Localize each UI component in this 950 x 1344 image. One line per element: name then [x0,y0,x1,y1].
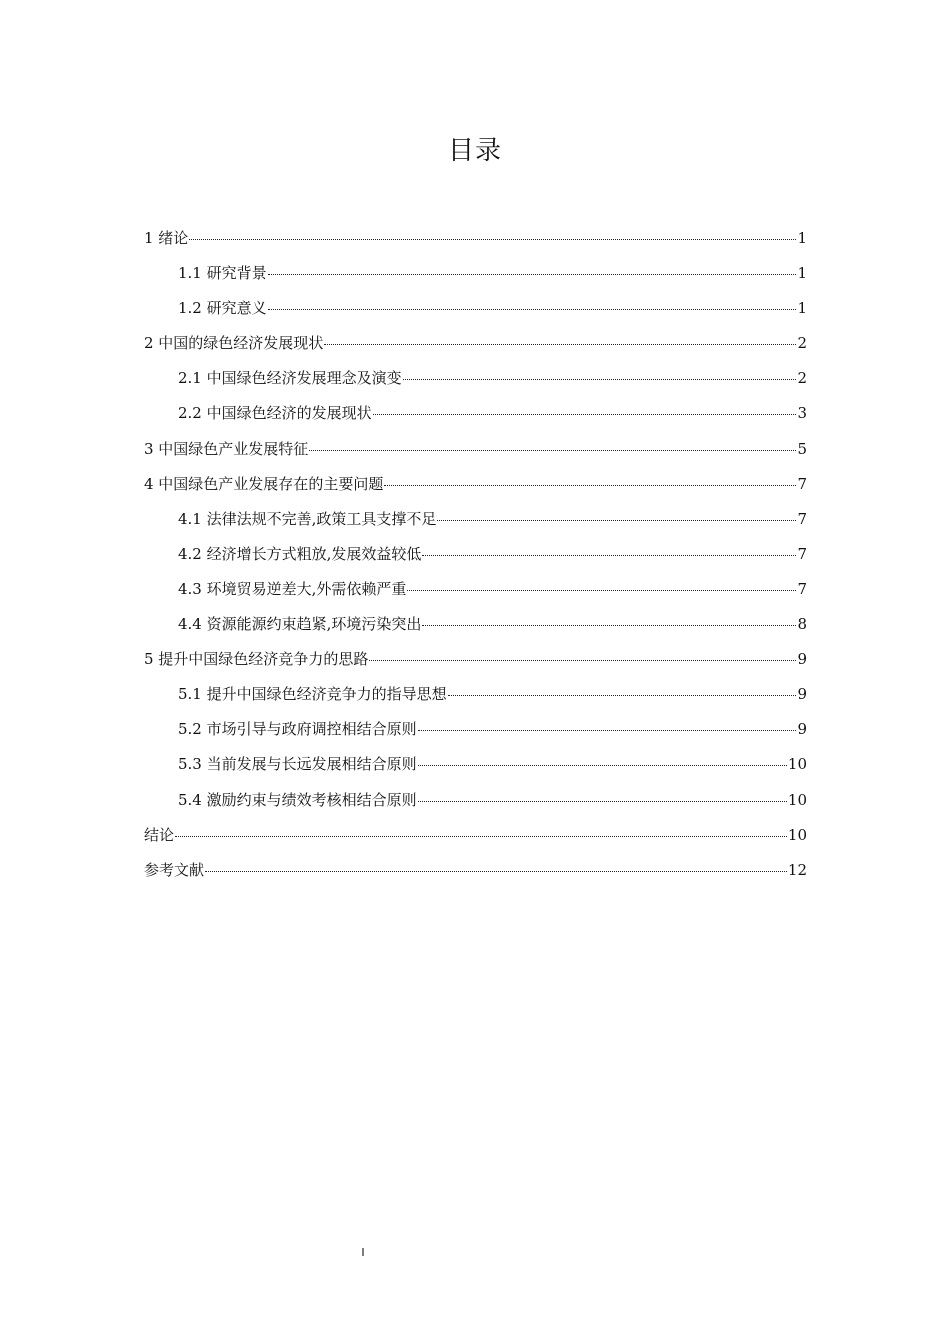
toc-entry[interactable] [144,783,807,818]
toc-dot-leader [309,450,796,451]
toc-entry[interactable] [144,677,807,712]
toc-dot-leader [268,274,797,275]
toc-entry-page: 9 [797,720,807,739]
toc-entry-label: 1.2 研究意义 [178,299,267,318]
toc-entry[interactable] [144,396,807,431]
toc-entry-label: 5.2 市场引导与政府调控相结合原则 [178,720,417,739]
toc-entry[interactable] [144,502,807,537]
toc-entry[interactable] [144,607,807,642]
toc-entry-label: 参考文献 [144,860,205,879]
toc-entry-label: 5.3 当前发展与长远发展相结合原则 [178,755,417,774]
toc-entry-label: 5 提升中国绿色经济竞争力的思路 [144,650,369,669]
toc-entry-page: 7 [797,509,807,528]
toc-entry-label: 1 绪论 [144,229,189,247]
toc-entry-page: 7 [797,579,807,598]
toc-entry-page: 7 [797,474,807,493]
toc-entry-page: 1 [797,264,807,283]
toc-entry-label: 4.2 经济增长方式粗放,发展效益较低 [178,544,422,563]
toc-entry-page: 3 [797,404,807,423]
toc-dot-leader [369,660,796,661]
toc-entry-label: 1.1 研究背景 [178,264,267,283]
toc-entry[interactable] [144,537,807,572]
toc-dot-leader [418,765,787,766]
toc-entry-label: 结论 [144,825,175,844]
toc-entry[interactable] [144,361,807,396]
toc-entry[interactable] [144,221,807,256]
toc-entry-page: 9 [797,650,807,669]
toc-dot-leader [324,344,796,345]
toc-entry-label: 2.1 中国绿色经济发展理念及演变 [178,369,402,388]
toc-dot-leader [384,485,796,486]
toc-entry-page: 10 [787,790,807,809]
toc-entry-label: 2 中国的绿色经济发展现状 [144,334,324,353]
toc-entry-page: 1 [797,229,807,247]
toc-entry[interactable] [144,853,807,888]
toc-dot-leader [205,871,787,872]
toc-entry[interactable] [144,467,807,502]
toc-entry-page: 8 [797,615,807,634]
toc-entry-label: 5.1 提升中国绿色经济竞争力的指导思想 [178,685,447,704]
toc-entry-label: 3 中国绿色产业发展特征 [144,439,309,458]
toc-entry[interactable] [144,326,807,361]
toc-dot-leader [407,590,796,591]
toc-entry-page: 12 [787,860,807,879]
toc-dot-leader [448,695,797,696]
toc-entry-page: 7 [797,544,807,563]
toc-dot-leader [418,801,787,802]
toc-dot-leader [373,414,797,415]
toc-dot-leader [175,836,787,837]
toc-entry-label: 4.4 资源能源约束趋紧,环境污染突出 [178,615,422,634]
toc-entry-label: 4.1 法律法规不完善,政策工具支撑不足 [178,509,437,528]
toc-entry-page: 9 [797,685,807,704]
table-of-contents [144,221,807,888]
toc-entry[interactable] [144,572,807,607]
toc-entry[interactable] [144,256,807,291]
toc-entry-page: 2 [797,334,807,353]
toc-entry-page: 10 [787,755,807,774]
toc-dot-leader [422,625,796,626]
toc-entry[interactable] [144,432,807,467]
toc-entry[interactable] [144,818,807,853]
footer-page-number: I [361,1246,365,1259]
toc-entry-page: 10 [787,825,807,844]
toc-dot-leader [418,730,797,731]
toc-entry[interactable] [144,747,807,782]
toc-dot-leader [403,379,797,380]
toc-entry[interactable] [144,712,807,747]
toc-dot-leader [422,555,796,556]
page-title: 目录 [447,136,502,166]
toc-dot-leader [268,309,797,310]
toc-entry-page: 5 [797,439,807,458]
toc-entry-page: 1 [797,299,807,318]
toc-entry-page: 2 [797,369,807,388]
toc-entry-label: 4 中国绿色产业发展存在的主要问题 [144,474,384,493]
toc-entry[interactable] [144,291,807,326]
toc-dot-leader [189,239,796,240]
toc-dot-leader [437,520,796,521]
toc-entry-label: 2.2 中国绿色经济的发展现状 [178,404,372,423]
toc-entry[interactable] [144,642,807,677]
toc-entry-label: 4.3 环境贸易逆差大,外需依赖严重 [178,579,407,598]
toc-entry-label: 5.4 激励约束与绩效考核相结合原则 [178,790,417,809]
